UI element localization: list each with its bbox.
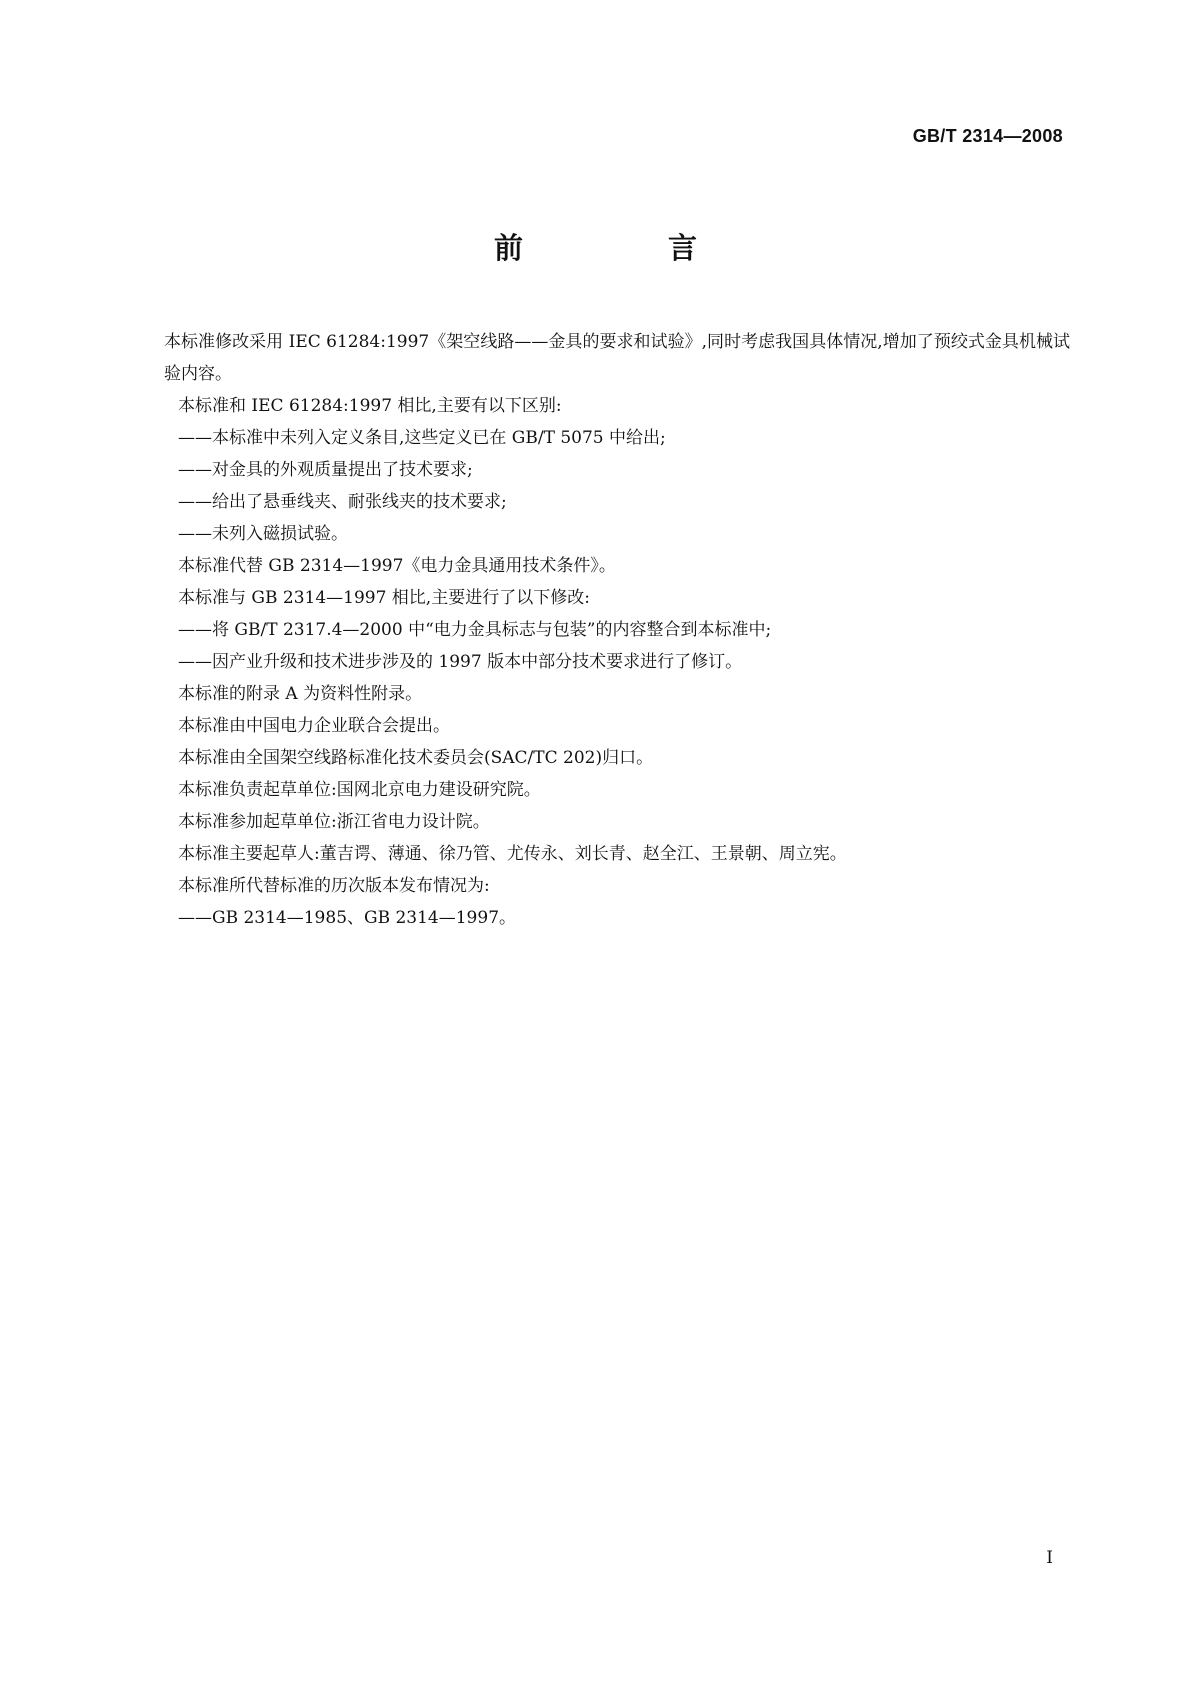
list-item: ——将 GB/T 2317.4—2000 中“电力金具标志与包装”的内容整合到本标准中; — [178, 620, 772, 640]
paragraph-1: 本标准修改采用 IEC 61284:1997《架空线路——金具的要求和试验》,同时考虑我国具体情况,增加了预绞式金具机械试验内容。 — [164, 332, 1070, 384]
paragraph-2: 本标准和 IEC 61284:1997 相比,主要有以下区别: — [178, 396, 562, 416]
list-item: ——给出了悬垂线夹、耐张线夹的技术要求; — [178, 492, 507, 512]
paragraph-participating-drafter: 本标准参加起草单位:浙江省电力设计院。 — [178, 812, 490, 832]
standard-code: GB/T 2314—2008 — [912, 126, 1063, 146]
paragraph-committee: 本标准由全国架空线路标准化技术委员会(SAC/TC 202)归口。 — [178, 748, 654, 768]
list-item: ——对金具的外观质量提出了技术要求; — [178, 460, 473, 480]
paragraph-history: 本标准所代替标准的历次版本发布情况为: — [178, 876, 490, 896]
foreword-body — [164, 326, 1070, 934]
paragraph-proposer: 本标准由中国电力企业联合会提出。 — [178, 716, 450, 736]
page-number: I — [1046, 1548, 1053, 1568]
list-item: ——GB 2314—1985、GB 2314—1997。 — [178, 908, 517, 928]
paragraph-changes: 本标准与 GB 2314—1997 相比,主要进行了以下修改: — [178, 588, 590, 608]
paragraph-lead-drafter: 本标准负责起草单位:国网北京电力建设研究院。 — [178, 780, 541, 800]
page-title: 前 言 — [493, 231, 755, 265]
paragraph-annex: 本标准的附录 A 为资料性附录。 — [178, 684, 423, 704]
list-item: ——本标准中未列入定义条目,这些定义已在 GB/T 5075 中给出; — [178, 428, 666, 448]
paragraph-replaces: 本标准代替 GB 2314—1997《电力金具通用技术条件》。 — [178, 556, 616, 576]
paragraph-drafters: 本标准主要起草人:董吉谔、薄通、徐乃管、尤传永、刘长青、赵全江、王景朝、周立宪。 — [178, 844, 847, 864]
list-item: ——未列入磁损试验。 — [178, 524, 348, 544]
list-item: ——因产业升级和技术进步涉及的 1997 版本中部分技术要求进行了修订。 — [178, 652, 743, 672]
